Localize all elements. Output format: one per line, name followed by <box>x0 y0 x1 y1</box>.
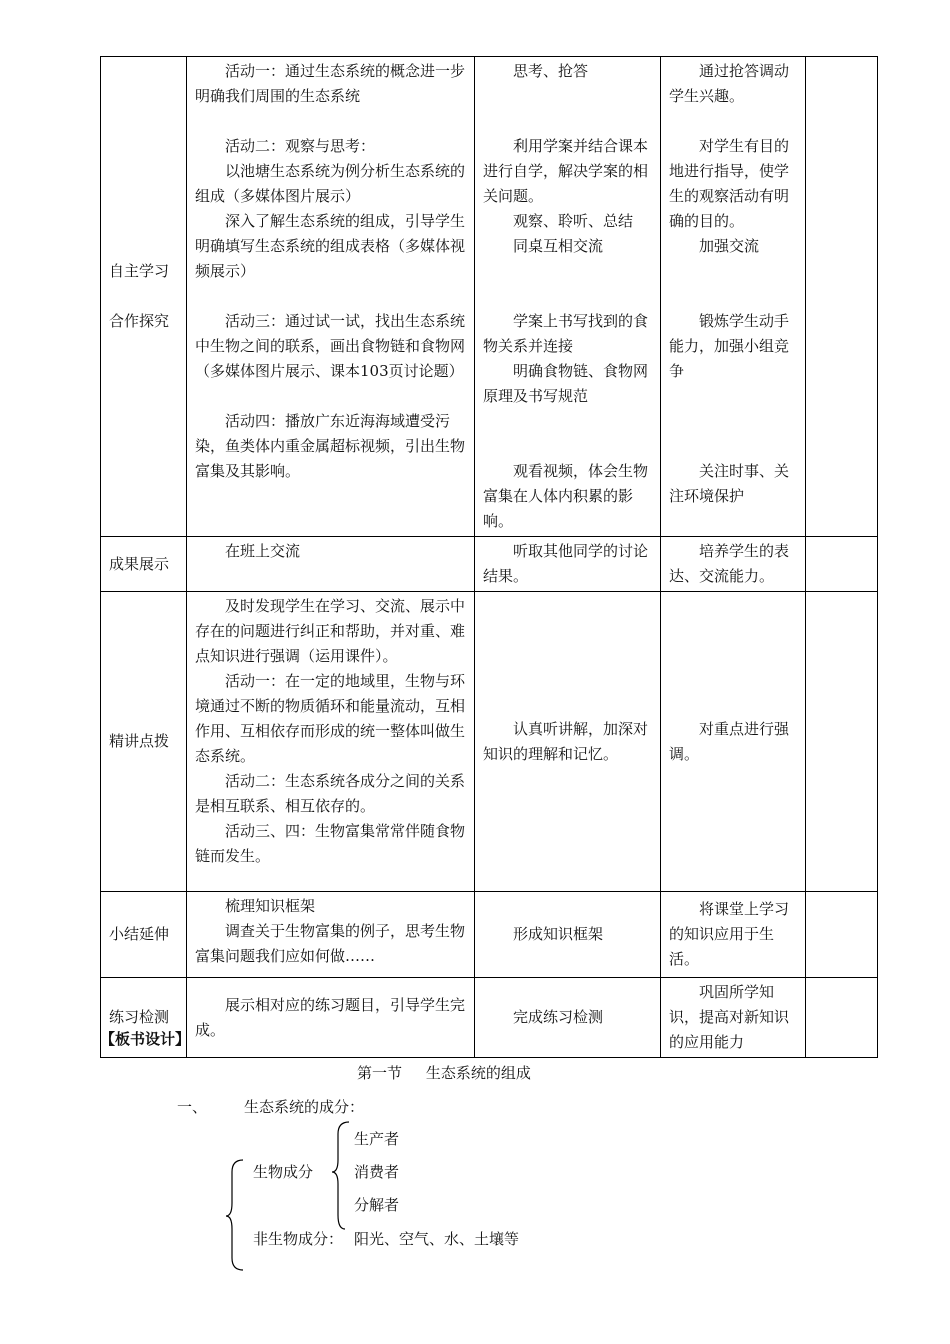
teacher-paragraph: 及时发现学生在学习、交流、展示中存在的问题进行纠正和帮助，并对重、难点知识进行强调（运用课件）。 <box>195 597 466 665</box>
teacher-paragraph: 在班上交流 <box>225 542 301 560</box>
intent-paragraph: 将课堂上学习的知识应用于生活。 <box>669 900 790 968</box>
teacher-paragraph: 活动一：通过生态系统的概念进一步明确我们周围的生态系统 <box>195 62 466 105</box>
stage-label: 合作探究 <box>109 312 170 330</box>
student-paragraph: 听取其他同学的讨论结果。 <box>483 542 649 585</box>
biotic-item-producer: 生产者 <box>354 1130 400 1148</box>
intent-paragraph: 培养学生的表达、交流能力。 <box>669 542 790 585</box>
biotic-item-decomposer: 分解者 <box>354 1196 400 1214</box>
student-paragraph: 同桌互相交流 <box>513 237 604 255</box>
intent-paragraph: 对重点进行强调。 <box>669 719 790 763</box>
section-number: 一、 <box>177 1098 208 1116</box>
intent-paragraph: 加强交流 <box>699 237 760 255</box>
teacher-paragraph: 调查关于生物富集的例子，思考生物富集问题我们应如何做…… <box>195 922 466 965</box>
teacher-paragraph: 活动二：观察与思考： <box>225 137 376 155</box>
student-paragraph: 观看视频，体会生物富集在人体内积累的影响。 <box>483 462 649 530</box>
board-design-heading: 【板书设计】 <box>100 1030 191 1048</box>
teacher-paragraph: 展示相对应的练习题目，引导学生完成。 <box>195 995 466 1039</box>
teacher-paragraph: 活动二：生态系统各成分之间的关系是相互联系、相互依存的。 <box>195 772 466 815</box>
section-heading: 生态系统的成分： <box>244 1098 365 1116</box>
teacher-paragraph: 活动四：播放广东近海海域遭受污染，鱼类体内重金属超标视频，引出生物富集及其影响。 <box>195 412 466 480</box>
biotic-label: 生物成分 <box>253 1163 314 1181</box>
abiotic-label: 非生物成分： <box>253 1230 344 1248</box>
teacher-paragraph: 活动三：通过试一试，找出生态系统中生物之间的联系，画出食物链和食物网（多媒体图片展示、课本103页讨论题） <box>195 312 466 380</box>
stage-label: 自主学习 <box>109 262 170 280</box>
stage-label: 小结延伸 <box>109 925 170 943</box>
teacher-paragraph: 活动三、四：生物富集常常伴随食物链而发生。 <box>195 822 466 865</box>
abiotic-items: 阳光、空气、水、土壤等 <box>354 1230 520 1248</box>
outer-brace <box>226 1160 243 1270</box>
intent-paragraph: 对学生有目的地进行指导，使学生的观察活动有明确的目的。 <box>669 137 790 230</box>
biotic-item-consumer: 消费者 <box>354 1163 400 1181</box>
teacher-paragraph: 以池塘生态系统为例分析生态系统的组成（多媒体图片展示） <box>195 162 466 205</box>
section-title: 第一节 生态系统的组成 <box>357 1064 531 1082</box>
student-paragraph: 明确食物链、食物网原理及书写规范 <box>483 362 649 405</box>
student-paragraph: 完成练习检测 <box>513 1008 604 1026</box>
intent-paragraph: 巩固所学知识，提高对新知识的应用能力 <box>669 983 790 1051</box>
intent-paragraph: 关注时事、关注环境保护 <box>669 462 790 505</box>
intent-paragraph: 通过抢答调动学生兴趣。 <box>669 62 790 105</box>
student-paragraph: 利用学案并结合课本进行自学，解决学案的相关问题。 <box>483 137 649 205</box>
stage-label: 成果展示 <box>109 554 170 573</box>
student-paragraph: 思考、抢答 <box>513 62 589 80</box>
student-paragraph: 观察、聆听、总结 <box>513 212 634 230</box>
student-paragraph: 认真听讲解，加深对知识的理解和记忆。 <box>483 719 649 763</box>
teacher-paragraph: 深入了解生态系统的组成，引导学生明确填写生态系统的组成表格（多媒体视频展示） <box>195 212 466 280</box>
stage-label: 精讲点拨 <box>109 732 170 750</box>
teacher-paragraph: 梳理知识框架 <box>225 897 316 915</box>
student-paragraph: 学案上书写找到的食物关系并连接 <box>483 312 649 355</box>
intent-paragraph: 锻炼学生动手能力，加强小组竞争 <box>669 312 790 380</box>
student-paragraph: 形成知识框架 <box>513 925 604 943</box>
stage-label: 练习检测 <box>109 1008 170 1026</box>
inner-brace <box>332 1122 349 1229</box>
teacher-paragraph: 活动一：在一定的地域里，生物与环境通过不断的物质循环和能量流动，互相作用、互相依存而形成的统一整体叫做生态系统。 <box>195 672 466 765</box>
